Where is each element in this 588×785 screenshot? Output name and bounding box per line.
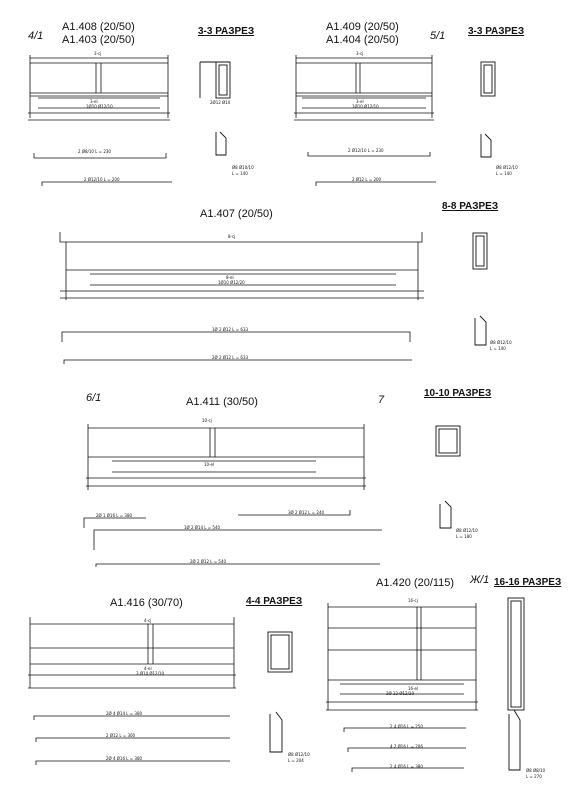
beam-d-tag: 10-cj (202, 418, 212, 423)
beam-b-tag: 2 Ø12 L = 200 (352, 177, 382, 182)
beam-c-tag: Ø8 Ø12/10 (490, 340, 512, 345)
beam-b-tag: L = 140 (496, 171, 512, 176)
beam-c-title: A1.407 (20/50) (200, 208, 273, 220)
beam-a-tag: Ø8 Ø10/10 (232, 165, 254, 170)
beam-c-tag: 2Ø 2 Ø12 L = 633 (212, 355, 249, 360)
beam-f-tag: 4 2 Ø16 L = 206 (390, 744, 423, 749)
beam-c-elevation (60, 232, 424, 364)
beam-c-tag: 1Ø10 Ø12/20 (218, 280, 245, 285)
beam-d-tag: 2Ø 2 Ø12 L = 540 (190, 559, 227, 564)
beam-a-tag: 3-el (90, 99, 98, 104)
beam-e-tag: 2Ø 4 Ø16 L = 380 (106, 756, 143, 761)
beam-b-tag: 3-el (356, 99, 364, 104)
beam-a-title-1: A1.408 (20/50) (62, 21, 135, 33)
beam-d-tag: 2Ø 1 Ø16 L = 380 (96, 513, 133, 518)
beam-a-elevation (28, 55, 172, 186)
beam-e-tag: L = 204 (288, 758, 304, 763)
beam-c-tag: 1Ø 2 Ø12 L = 633 (212, 327, 249, 332)
beam-b-section-title: 3-3 РАЗРЕЗ (468, 26, 525, 37)
beam-b-title-2: A1.404 (20/50) (326, 34, 399, 46)
beam-e-tag: 2Ø 4 Ø14 L = 380 (106, 711, 143, 716)
beam-a-section-title: 3-3 РАЗРЕЗ (198, 26, 255, 37)
beam-e-title: A1.416 (30/70) (110, 597, 183, 609)
beam-e-section (268, 632, 292, 752)
beam-d-section (436, 426, 460, 528)
beam-b-axis-mark: 5/1 (430, 30, 446, 42)
beam-e-tag: 2 Ø12 L = 300 (106, 733, 136, 738)
beam-e-tag: Ø8 Ø12/10 (288, 752, 310, 757)
beam-b-tag: 2 Ø12/10 L = 230 (348, 148, 384, 153)
beam-a-title-2: A1.403 (20/50) (62, 34, 135, 46)
beam-e-section-title: 4-4 РАЗРЕЗ (246, 596, 303, 607)
beam-c-tag: 8-cj (228, 234, 236, 239)
beam-a-tag: 2Ø12 Ø10 (210, 100, 231, 105)
beam-d-elevation (84, 424, 382, 567)
beam-f-tag: 16-cj (408, 598, 418, 603)
beam-f-tag: L = 270 (526, 774, 542, 779)
beam-a-tag: 2 Ø8/10 L = 230 (78, 149, 111, 154)
beam-f-tag: Ø8 Ø8/10 (526, 768, 546, 773)
beam-b-tag: 1Ø10 Ø12/10 (352, 104, 379, 109)
beam-d-tag: Ø8 Ø12/10 (456, 528, 478, 533)
beam-e-tag: 4-el (144, 666, 152, 671)
beam-f-section (508, 598, 524, 770)
beam-b-title-1: A1.409 (20/50) (326, 21, 399, 33)
beam-f-title: A1.420 (20/115) (376, 577, 455, 589)
beam-d-title: A1.411 (30/50) (186, 396, 258, 408)
beam-a-tag: 2 Ø12/10 L = 200 (84, 177, 120, 182)
beam-b-elevation (294, 55, 436, 186)
beam-b-section (481, 62, 495, 157)
beam-e-tag: 4-cj (144, 618, 152, 623)
beam-f-tag: 2 4 Ø16 L = 380 (390, 764, 423, 769)
beam-c-section (473, 233, 487, 345)
beam-a-tag: 1Ø10 Ø12/10 (86, 104, 113, 109)
beam-d-tag: 10-el (204, 462, 215, 467)
beam-f-section-title: 16-16 РАЗРЕЗ (494, 577, 562, 588)
beam-a-tag: 3-cj (94, 51, 102, 56)
beam-c-section-title: 8-8 РАЗРЕЗ (442, 201, 499, 212)
beam-a-axis-mark: 4/1 (28, 30, 44, 42)
beam-e-tag: 3 Ø14 Ø12/10 (136, 671, 165, 676)
beam-c-tag: 8-el (226, 275, 234, 280)
beam-d-axis-left: 6/1 (86, 392, 102, 404)
beam-f-axis-mark: Ж/1 (470, 574, 490, 586)
beam-c-tag: L = 140 (490, 346, 506, 351)
beam-e-elevation (28, 617, 236, 765)
beam-d-axis-right: 7 (378, 394, 385, 406)
beam-d-tag: 1Ø 2 Ø14 L = 540 (184, 525, 221, 530)
beam-b-tag: 3-cj (356, 51, 364, 56)
beam-f-tag: 16-el (408, 686, 419, 691)
beam-f-tag: 2 4 Ø16 L = 250 (390, 724, 423, 729)
beam-d-tag: 3Ø 2 Ø12 L = 240 (288, 510, 325, 515)
beam-d-tag: L = 180 (456, 534, 472, 539)
beam-a-tag: L = 140 (232, 171, 248, 176)
beam-d-section-title: 10-10 РАЗРЕЗ (424, 388, 492, 399)
beam-f-tag: 2Ø 12 Ø12/20 (386, 691, 415, 696)
beam-a-section (200, 62, 230, 155)
beam-b-tag: Ø8 Ø12/10 (496, 165, 518, 170)
